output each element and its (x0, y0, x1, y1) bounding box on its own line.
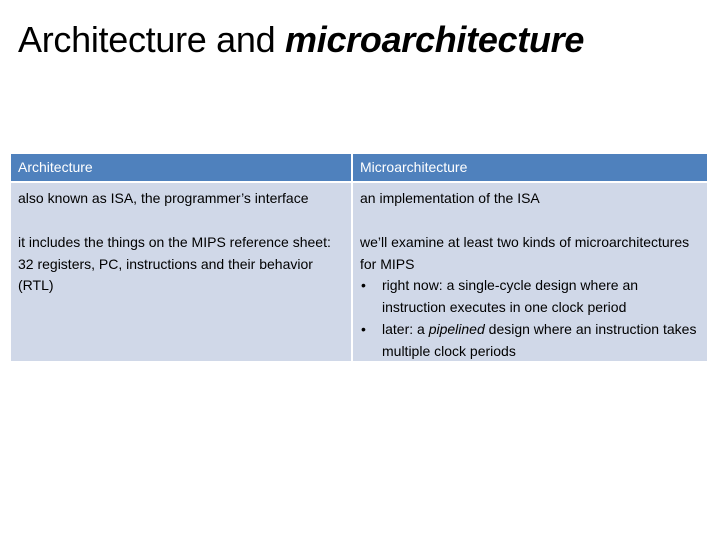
comparison-table (11, 154, 707, 361)
slide-title-emphasis: microarchitecture (285, 19, 585, 60)
cell-architecture (11, 183, 351, 361)
header-architecture: Architecture (18, 159, 93, 175)
slide-title-plain: Architecture and (18, 19, 286, 60)
list-item (360, 275, 700, 319)
microarchitecture-intro: we’ll examine at least two kinds of microarchitectures for MIPS (360, 233, 690, 272)
bullet-pipelined-pre: later: a (382, 320, 429, 337)
microarchitecture-definition: an implementation of the ISA (360, 190, 540, 206)
cell-microarchitecture (351, 183, 707, 361)
table-header-row (11, 154, 707, 183)
table-body-row (11, 183, 707, 361)
bullet-marker: • (361, 320, 366, 337)
list-item (360, 319, 700, 363)
slide-title (18, 18, 584, 61)
bullet-pipelined-emphasis: pipelined (428, 320, 485, 337)
bullet-pipelined-post: design where an instruction takes multiple clock periods (382, 320, 697, 359)
bullet-single-cycle: right now: a single-cycle design where an instruction executes in one clock period (382, 277, 639, 316)
microarchitecture-bullets (360, 275, 700, 362)
header-microarchitecture: Microarchitecture (351, 154, 707, 181)
architecture-definition: also known as ISA, the programmer’s interface (18, 190, 309, 206)
bullet-marker: • (361, 277, 366, 294)
architecture-contents: it includes the things on the MIPS reference sheet: 32 registers, PC, instructions and their behavior (RTL) (18, 233, 331, 294)
